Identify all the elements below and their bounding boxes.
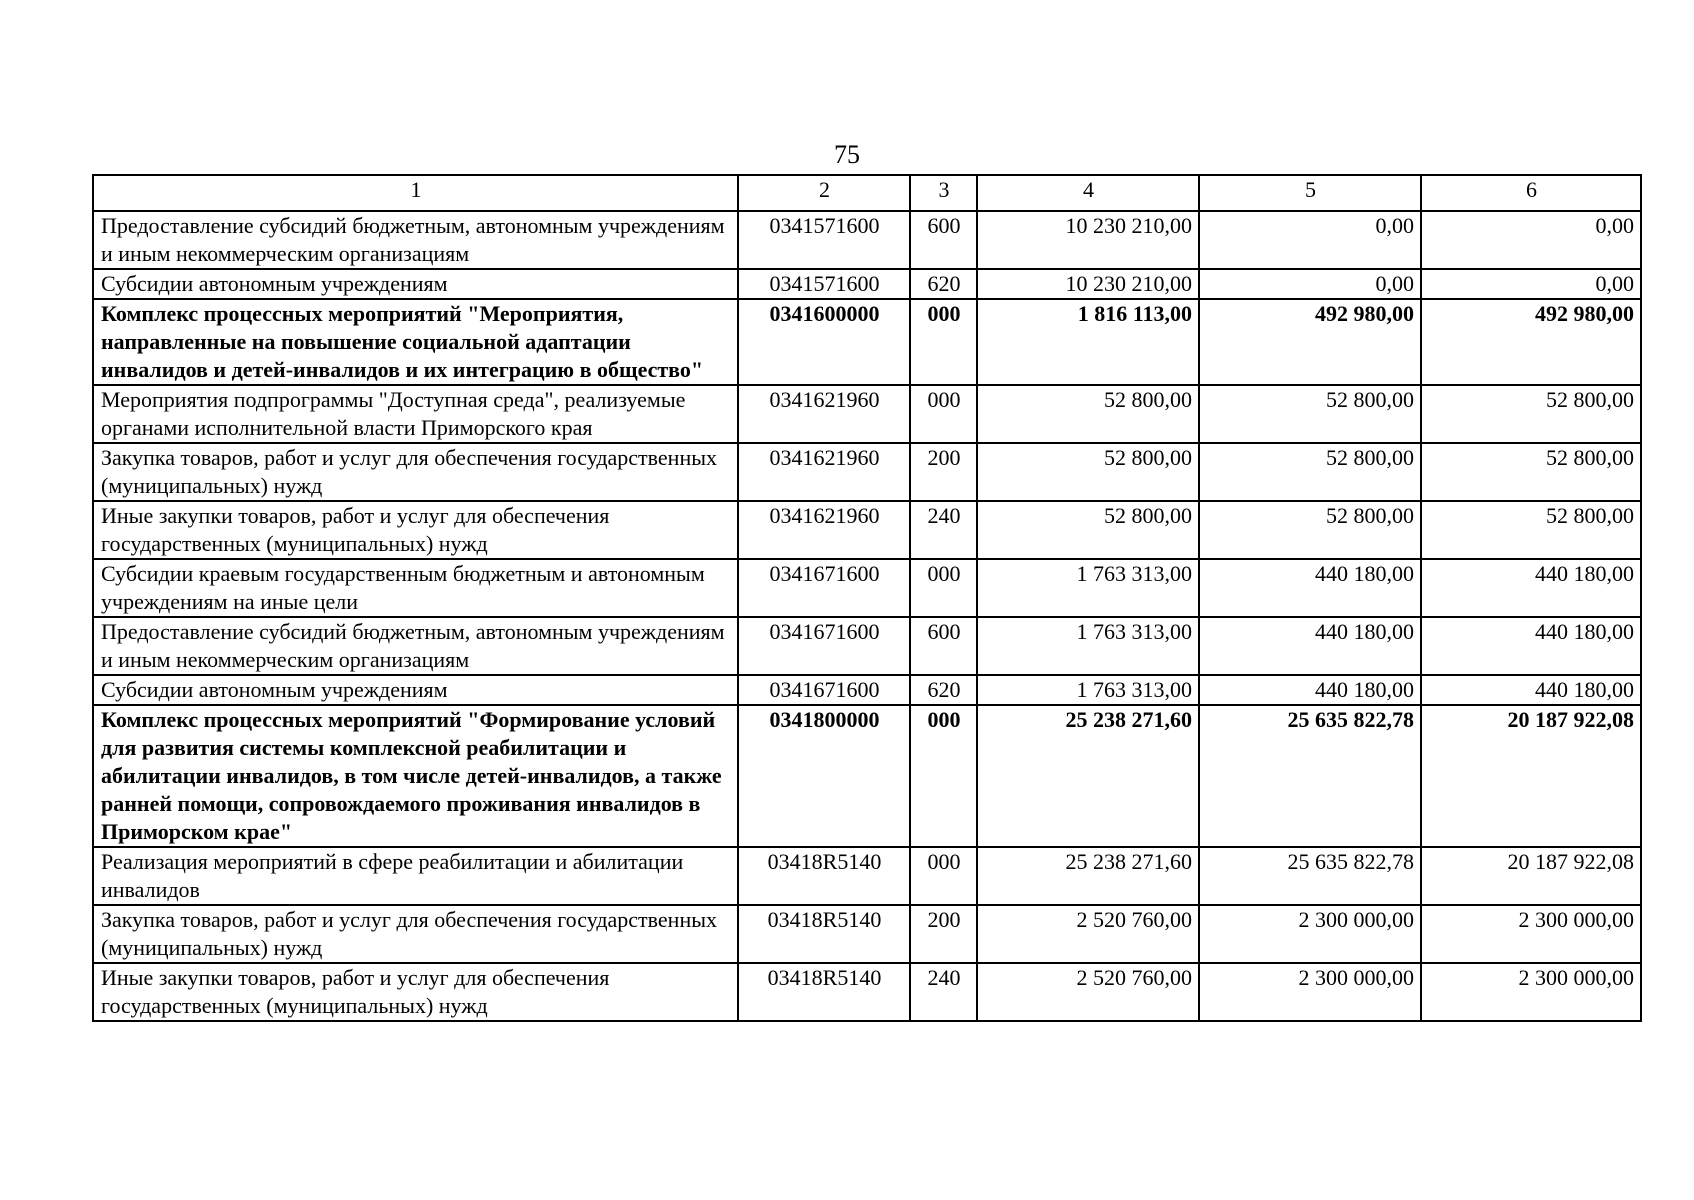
table-row xyxy=(93,963,1641,1021)
target-code-cell: 03418R5140 xyxy=(738,847,910,905)
expense-type-cell: 200 xyxy=(910,905,977,963)
target-code-cell: 0341600000 xyxy=(738,299,910,385)
amount-col4-cell: 1 763 313,00 xyxy=(977,675,1199,705)
table-row xyxy=(93,847,1641,905)
amount-col5-cell: 25 635 822,78 xyxy=(1199,705,1421,847)
row-name-cell: Предоставление субсидий бюджетным, автономным учреждениям и иным некоммерческим организациям xyxy=(93,617,738,675)
amount-col4-cell: 25 238 271,60 xyxy=(977,847,1199,905)
column-header: 2 xyxy=(738,175,910,211)
amount-col5-cell: 440 180,00 xyxy=(1199,559,1421,617)
amount-col5-cell: 492 980,00 xyxy=(1199,299,1421,385)
amount-col5-cell: 52 800,00 xyxy=(1199,501,1421,559)
amount-col4-cell: 52 800,00 xyxy=(977,385,1199,443)
target-code-cell: 0341800000 xyxy=(738,705,910,847)
target-code-cell: 0341671600 xyxy=(738,675,910,705)
target-code-cell: 03418R5140 xyxy=(738,963,910,1021)
target-code-cell: 0341571600 xyxy=(738,269,910,299)
amount-col5-cell: 440 180,00 xyxy=(1199,617,1421,675)
column-header: 1 xyxy=(93,175,738,211)
row-name-cell: Иные закупки товаров, работ и услуг для обеспечения государственных (муниципальных) нужд xyxy=(93,963,738,1021)
table-row xyxy=(93,211,1641,269)
row-name-cell: Предоставление субсидий бюджетным, автономным учреждениям и иным некоммерческим организациям xyxy=(93,211,738,269)
amount-col5-cell: 0,00 xyxy=(1199,269,1421,299)
expense-type-cell: 200 xyxy=(910,443,977,501)
amount-col6-cell: 0,00 xyxy=(1421,269,1641,299)
amount-col6-cell: 492 980,00 xyxy=(1421,299,1641,385)
expense-type-cell: 000 xyxy=(910,705,977,847)
amount-col6-cell: 440 180,00 xyxy=(1421,617,1641,675)
target-code-cell: 0341621960 xyxy=(738,385,910,443)
amount-col4-cell: 10 230 210,00 xyxy=(977,211,1199,269)
expense-type-cell: 240 xyxy=(910,501,977,559)
expense-type-cell: 240 xyxy=(910,963,977,1021)
amount-col5-cell: 2 300 000,00 xyxy=(1199,963,1421,1021)
column-header: 6 xyxy=(1421,175,1641,211)
amount-col6-cell: 440 180,00 xyxy=(1421,559,1641,617)
row-name-cell: Иные закупки товаров, работ и услуг для обеспечения государственных (муниципальных) нужд xyxy=(93,501,738,559)
expense-type-cell: 620 xyxy=(910,269,977,299)
amount-col6-cell: 52 800,00 xyxy=(1421,443,1641,501)
page-number: 75 xyxy=(834,140,860,169)
table-row xyxy=(93,905,1641,963)
amount-col5-cell: 52 800,00 xyxy=(1199,443,1421,501)
amount-col5-cell: 2 300 000,00 xyxy=(1199,905,1421,963)
target-code-cell: 0341571600 xyxy=(738,211,910,269)
amount-col6-cell: 0,00 xyxy=(1421,211,1641,269)
column-header: 5 xyxy=(1199,175,1421,211)
table-row xyxy=(93,501,1641,559)
amount-col4-cell: 10 230 210,00 xyxy=(977,269,1199,299)
amount-col6-cell: 2 300 000,00 xyxy=(1421,963,1641,1021)
amount-col4-cell: 2 520 760,00 xyxy=(977,905,1199,963)
amount-col5-cell: 25 635 822,78 xyxy=(1199,847,1421,905)
amount-col4-cell: 1 763 313,00 xyxy=(977,617,1199,675)
amount-col4-cell: 2 520 760,00 xyxy=(977,963,1199,1021)
amount-col4-cell: 1 816 113,00 xyxy=(977,299,1199,385)
amount-col5-cell: 0,00 xyxy=(1199,211,1421,269)
column-header: 3 xyxy=(910,175,977,211)
table-row xyxy=(93,705,1641,847)
expense-type-cell: 000 xyxy=(910,559,977,617)
table-row xyxy=(93,617,1641,675)
amount-col6-cell: 2 300 000,00 xyxy=(1421,905,1641,963)
row-name-cell: Закупка товаров, работ и услуг для обеспечения государственных (муниципальных) нужд xyxy=(93,443,738,501)
target-code-cell: 0341621960 xyxy=(738,501,910,559)
expense-type-cell: 620 xyxy=(910,675,977,705)
row-name-cell: Закупка товаров, работ и услуг для обеспечения государственных (муниципальных) нужд xyxy=(93,905,738,963)
expense-type-cell: 600 xyxy=(910,211,977,269)
amount-col4-cell: 52 800,00 xyxy=(977,501,1199,559)
amount-col6-cell: 440 180,00 xyxy=(1421,675,1641,705)
table-row xyxy=(93,675,1641,705)
amount-col6-cell: 52 800,00 xyxy=(1421,501,1641,559)
amount-col6-cell: 20 187 922,08 xyxy=(1421,847,1641,905)
amount-col5-cell: 440 180,00 xyxy=(1199,675,1421,705)
table-row xyxy=(93,385,1641,443)
target-code-cell: 03418R5140 xyxy=(738,905,910,963)
table-row xyxy=(93,443,1641,501)
table-row xyxy=(93,559,1641,617)
table-row xyxy=(93,269,1641,299)
table-row xyxy=(93,299,1641,385)
target-code-cell: 0341621960 xyxy=(738,443,910,501)
amount-col6-cell: 20 187 922,08 xyxy=(1421,705,1641,847)
row-name-cell: Комплекс процессных мероприятий "Мероприятия, направленные на повышение социальной адаптации инвалидов и детей-инвалидов и их интеграцию в общество" xyxy=(93,299,738,385)
amount-col6-cell: 52 800,00 xyxy=(1421,385,1641,443)
row-name-cell: Субсидии краевым государственным бюджетным и автономным учреждениям на иные цели xyxy=(93,559,738,617)
column-number-row xyxy=(93,175,1641,211)
amount-col5-cell: 52 800,00 xyxy=(1199,385,1421,443)
row-name-cell: Субсидии автономным учреждениям xyxy=(93,269,738,299)
amount-col4-cell: 1 763 313,00 xyxy=(977,559,1199,617)
row-name-cell: Комплекс процессных мероприятий "Формирование условий для развития системы комплексной реабилитации и абилитации инвалидов, в том числе детей-инвалидов, а также ранней помощи, сопровождаемого проживания инвалидов в Приморском крае" xyxy=(93,705,738,847)
amount-col4-cell: 52 800,00 xyxy=(977,443,1199,501)
expense-type-cell: 000 xyxy=(910,847,977,905)
expense-type-cell: 000 xyxy=(910,299,977,385)
row-name-cell: Мероприятия подпрограммы "Доступная среда", реализуемые органами исполнительной власти Приморского края xyxy=(93,385,738,443)
row-name-cell: Реализация мероприятий в сфере реабилитации и абилитации инвалидов xyxy=(93,847,738,905)
row-name-cell: Субсидии автономным учреждениям xyxy=(93,675,738,705)
column-header: 4 xyxy=(977,175,1199,211)
budget-table xyxy=(92,174,1642,1022)
target-code-cell: 0341671600 xyxy=(738,559,910,617)
target-code-cell: 0341671600 xyxy=(738,617,910,675)
expense-type-cell: 000 xyxy=(910,385,977,443)
amount-col4-cell: 25 238 271,60 xyxy=(977,705,1199,847)
expense-type-cell: 600 xyxy=(910,617,977,675)
